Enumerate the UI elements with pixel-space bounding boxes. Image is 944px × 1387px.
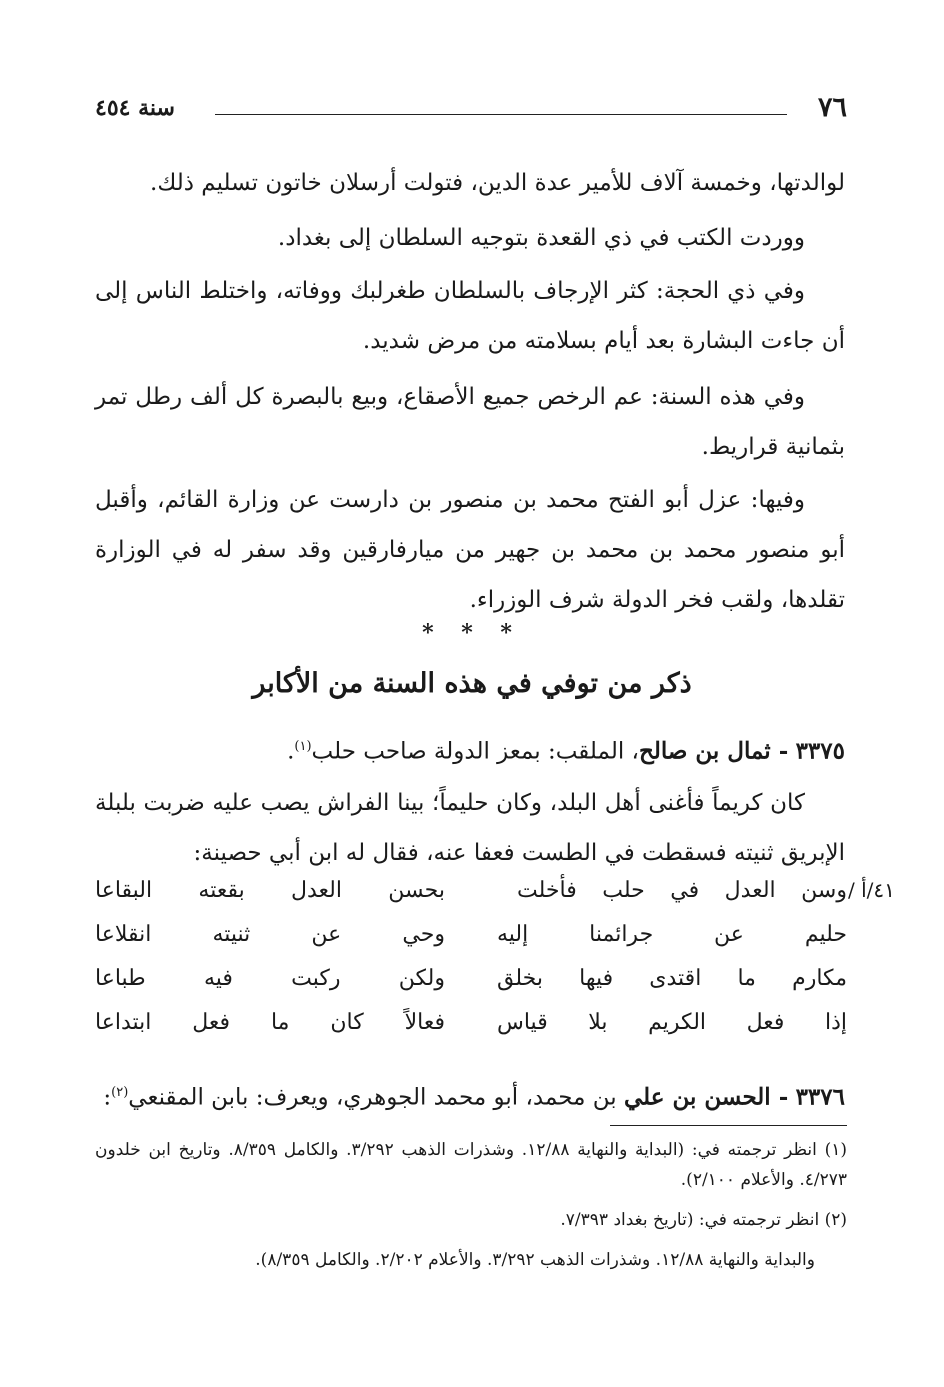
hemistich-first: إذا فعل الكريم بلا قياس — [497, 1010, 847, 1035]
manuscript-folio-mark: ٤١/أ / — [848, 878, 895, 902]
hemistich-second: فعالاً كان ما فعل ابتداعا — [95, 1010, 445, 1035]
section-separator: * * * — [422, 620, 522, 646]
footnote-1: (١) انظر ترجمته في: (البداية والنهاية ١٢/٨٨. وشذرات الذهب ٣/٢٩٢. والكامل ٨/٣٥٩. وتاريخ ابن خلدون ٤/٢٧٣. والأعلام ٢/١٠٠). — [95, 1140, 847, 1190]
entry-name: - الحسن بن علي — [623, 1083, 789, 1111]
poem-verse-3 — [95, 966, 847, 1010]
hemistich-first: حليم عن جرائمنا إليه — [497, 922, 847, 947]
page-header — [95, 92, 847, 132]
poem-verse-2 — [95, 922, 847, 966]
footnote-rule — [610, 1125, 847, 1126]
entry-3375-text: كان كريماً فأغنى أهل البلد، وكان حليماً؛ بينا الفراش يصب عليه ضربت بلبلة الإبريق ثنيته فسقطت في الطست فعفا عنه، فقال له ابن أبي حصينة: — [95, 790, 845, 866]
paragraph-5: وفيها: عزل أبو الفتح محمد بن منصور بن دارست عن وزارة القائم، وأقبل أبو منصور محمد بن محمد بن جهير من ميارفارقين وقد سفر له في الوزارة تقلدها، ولقب فخر الدولة شرف الوزراء. — [95, 487, 845, 613]
footnote-2: (٢) انظر ترجمته في: (تاريخ بغداد ٧/٣٩٣. — [560, 1210, 847, 1230]
paragraph-2: ووردت الكتب في ذي القعدة بتوجيه السلطان إلى بغداد. — [277, 225, 805, 251]
section-heading: ذكر من توفي في هذه السنة من الأكابر — [252, 668, 692, 699]
poem — [95, 878, 847, 1054]
hemistich-first: مكارم ما اقتدى فيها بخلق — [497, 966, 847, 991]
paragraph-4: وفي هذه السنة: عم الرخص جميع الأصقاع، وبيع بالبصرة كل ألف رطل تمر بثمانية قراريط. — [95, 384, 845, 460]
hemistich-second: وحي عن ثنيته انقلاعا — [95, 922, 445, 947]
hemistich-second: بحسن العدل بقعته البقاعا — [95, 878, 445, 903]
hemistich-second: ولكن ركبت فيه طباعا — [95, 966, 445, 991]
entry-3376: ٣٣٧٦ - الحسن بن علي بن محمد، أبو محمد الجوهري، ويعرف: بابن المقنعي$^{(٢)}$: — [103, 1083, 845, 1111]
entry-name: - ثمال بن صالح — [638, 737, 789, 765]
poem-verse-4 — [95, 1010, 847, 1054]
poem-verse-1 — [95, 878, 847, 922]
entry-number: ٣٣٧٥ — [795, 737, 845, 765]
entry-description: بن محمد، أبو محمد الجوهري، ويعرف: بابن المقنعي — [128, 1084, 624, 1111]
footnote-ref-1: (١) — [294, 739, 312, 754]
page-number: ٧٦ — [817, 92, 847, 123]
paragraph-1: لوالدتها، وخمسة آلاف للأمير عدة الدين، فتولت أرسلان خاتون تسليم ذلك. — [150, 170, 845, 196]
paragraph-3: وفي ذي الحجة: كثر الإرجاف بالسلطان طغرلبك ووفاته، واختلط الناس إلى أن جاءت البشارة بعد أيام بسلامته من مرض شديد. — [95, 278, 845, 354]
footnote-2-continued: والبداية والنهاية ١٢/٨٨. وشذرات الذهب ٣/٢٩٢. والأعلام ٢/٢٠٢. والكامل ٨/٣٥٩). — [255, 1250, 815, 1270]
entry-number: ٣٣٧٦ — [795, 1083, 845, 1111]
footnote-ref-2: (٢) — [111, 1085, 129, 1100]
hemistich-first: وسن العدل في حلب فأخلت — [517, 878, 847, 903]
entry-description: ، الملقب: بمعز الدولة صاحب حلب — [311, 738, 639, 765]
entry-3375: ٣٣٧٥ - ثمال بن صالح، الملقب: بمعز الدولة صاحب حلب$^{(١)}$. — [287, 737, 845, 765]
header-rule — [215, 114, 787, 115]
running-head-year: سنة ٤٥٤ — [95, 95, 175, 121]
